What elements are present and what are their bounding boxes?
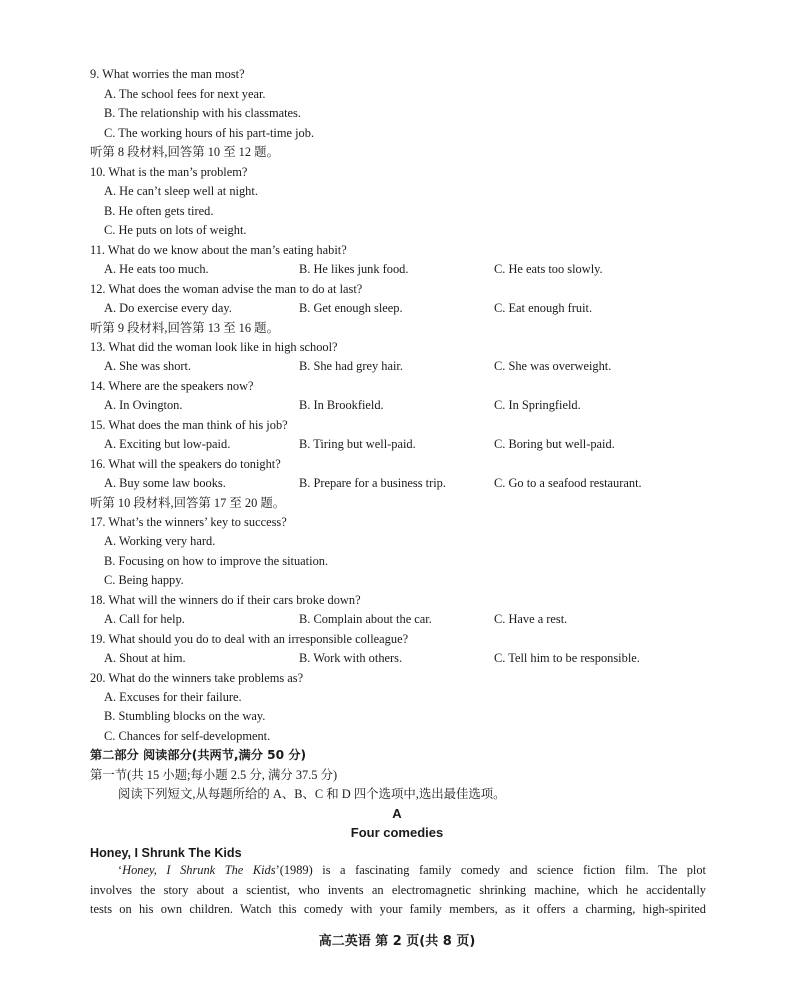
question-14: 14. Where are the speakers now?: [90, 379, 254, 393]
part-2-heading: 第二部分 阅读部分(共两节,满分 50 分): [90, 748, 307, 762]
option-14b: B. In Brookfield.: [299, 398, 384, 412]
page-footer: 高二英语 第 2 页(共 8 页): [318, 934, 476, 949]
option-18a: A. Call for help.: [104, 612, 185, 626]
film-title: Honey, I Shrunk The Kids: [122, 863, 276, 877]
question-13: 13. What did the woman look like in high school?: [90, 340, 338, 354]
passage-paragraph-line-1: [90, 861, 706, 881]
option-13a: A. She was short.: [104, 359, 192, 373]
option-12b: B. Get enough sleep.: [299, 301, 403, 315]
question-10: 10. What is the man’s problem?: [90, 165, 248, 179]
passage-title: Four comedies: [350, 825, 444, 840]
option-15a: A. Exciting but low-paid.: [104, 437, 231, 451]
option-12c: C. Eat enough fruit.: [494, 301, 593, 315]
question-20: 20. What do the winners take problems as?: [90, 671, 304, 685]
option-11a: A. He eats too much.: [104, 262, 209, 276]
question-17: 17. What’s the winners’ key to success?: [90, 515, 287, 529]
question-9: 9. What worries the man most?: [90, 67, 245, 81]
option-19c: C. Tell him to be responsible.: [494, 651, 640, 665]
passage-paragraph-line-2: involves the story about a scientist, who invents an electromagnetic shrinking machine, which he accidentally: [90, 883, 706, 897]
option-20b: B. Stumbling blocks on the way.: [104, 709, 266, 723]
question-15: 15. What does the man think of his job?: [90, 418, 288, 432]
question-16: 16. What will the speakers do tonight?: [90, 457, 281, 471]
question-19: 19. What should you do to deal with an irresponsible colleague?: [90, 632, 409, 646]
option-18c: C. Have a rest.: [494, 612, 568, 626]
option-9c: C. The working hours of his part-time job.: [104, 126, 315, 140]
passage-paragraph-line-3: tests on his own children. Watch this comedy with your family members, as it offers a charming, high-spirited: [90, 902, 706, 916]
option-9a: A. The school fees for next year.: [104, 87, 266, 101]
option-11b: B. He likes junk food.: [299, 262, 409, 276]
option-14c: C. In Springfield.: [494, 398, 581, 412]
option-19b: B. Work with others.: [299, 651, 403, 665]
option-17a: A. Working very hard.: [104, 534, 216, 548]
option-9b: B. The relationship with his classmates.: [104, 106, 301, 120]
passage-letter: A: [392, 806, 402, 821]
option-20a: A. Excuses for their failure.: [104, 690, 242, 704]
option-17c: C. Being happy.: [104, 573, 184, 587]
option-12a: A. Do exercise every day.: [104, 301, 232, 315]
option-16c: C. Go to a seafood restaurant.: [494, 476, 642, 490]
option-16b: B. Prepare for a business trip.: [299, 476, 446, 490]
open-quote: ‘: [118, 863, 123, 877]
option-15c: C. Boring but well-paid.: [494, 437, 615, 451]
question-11: 11. What do we know about the man’s eating habit?: [90, 243, 347, 257]
reading-instruction: 阅读下列短文,从每题所给的 A、B、C 和 D 四个选项中,选出最佳选项。: [118, 787, 506, 801]
section-9-instruction: 听第 9 段材料,回答第 13 至 16 题。: [90, 321, 279, 335]
option-10b: B. He often gets tired.: [104, 204, 214, 218]
option-17b: B. Focusing on how to improve the situation.: [104, 554, 329, 568]
option-13c: C. She was overweight.: [494, 359, 612, 373]
comedy-subtitle: Honey, I Shrunk The Kids: [90, 846, 242, 860]
option-10c: C. He puts on lots of weight.: [104, 223, 247, 237]
option-19a: A. Shout at him.: [104, 651, 186, 665]
option-13b: B. She had grey hair.: [299, 359, 403, 373]
option-16a: A. Buy some law books.: [104, 476, 226, 490]
section-8-instruction: 听第 8 段材料,回答第 10 至 12 题。: [90, 145, 279, 159]
option-14a: A. In Ovington.: [104, 398, 183, 412]
question-12: 12. What does the woman advise the man to do at last?: [90, 282, 363, 296]
option-18b: B. Complain about the car.: [299, 612, 432, 626]
option-11c: C. He eats too slowly.: [494, 262, 603, 276]
option-20c: C. Chances for self-development.: [104, 729, 271, 743]
section-10-instruction: 听第 10 段材料,回答第 17 至 20 题。: [90, 496, 286, 510]
part-2-section-1: 第一节(共 15 小题;每小题 2.5 分, 满分 37.5 分): [90, 768, 338, 782]
option-10a: A. He can’t sleep well at night.: [104, 184, 258, 198]
paragraph-text-1: ’(1989) is a fascinating family comedy and science fiction film. The plot: [275, 863, 706, 877]
question-18: 18. What will the winners do if their cars broke down?: [90, 593, 361, 607]
option-15b: B. Tiring but well-paid.: [299, 437, 416, 451]
